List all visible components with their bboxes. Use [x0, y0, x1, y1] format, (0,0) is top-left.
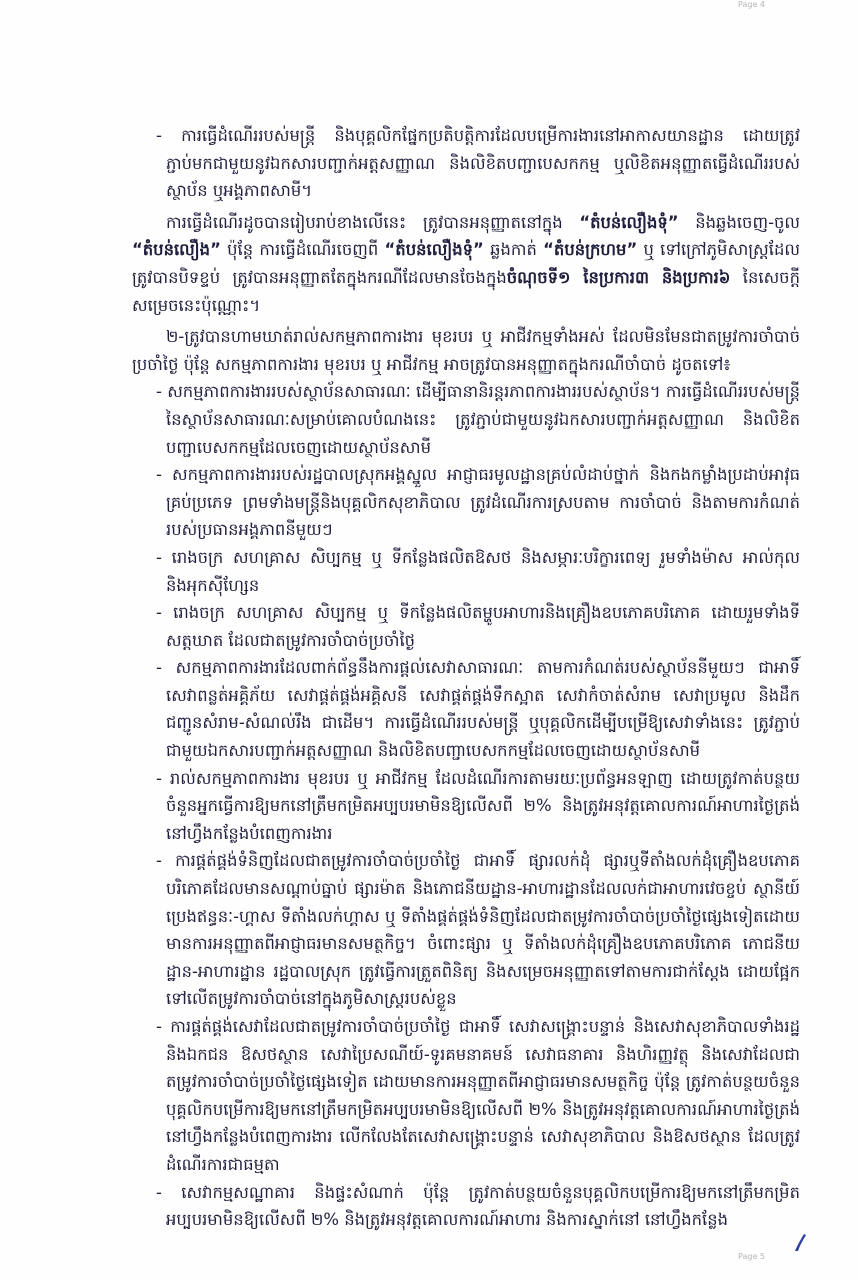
zone-red: “តំបន់ក្រហម” — [543, 240, 638, 260]
zone-yellow: “តំបន់លឿង” — [132, 240, 221, 260]
article-reference: ចំណុចទី១ នៃប្រការ៣ និងប្រការ៦ — [506, 267, 731, 287]
header-page-number: Page 4 — [738, 0, 765, 9]
list-item: - សកម្មភាពការងាររបស់រដ្ឋបាលស្រុកអង្គស្នួល អាជ្ញាធរមូលដ្ឋានគ្រប់លំដាប់ថ្នាក់ និងកងកម្លាំងប្រដាប់អាវុធគ្រប់ប្រភេទ ព្រមទាំងមន្ត្រីនិងបុគ្គលិកសុខាភិបាល ត្រូវដំណើរការស្របតាម ការចាំបាច់ និងតាមការកំណត់របស់ប្រធានអង្គភាពនីមួយៗ — [156, 465, 800, 540]
list-item: - រោងចក្រ សហគ្រាស សិប្បកម្ម ឬ ទីកន្លែងផលិតឱសថ និងសម្ភារៈបរិក្ខារពេទ្យ រួមទាំងម៉ាស អាល់កុល និងអុកស៊ីហ្សែន — [156, 547, 800, 595]
footer-page-number: Page 5 — [738, 1252, 765, 1261]
document-body — [132, 122, 800, 1234]
list-item: - រាល់សកម្មភាពការងារ មុខរបរ ឬ អាជីវកម្ម ដែលដំណើរការតាមរយៈប្រព័ន្ធអនឡាញ ដោយត្រូវកាត់បន្ថយចំនួនអ្នកធ្វើការឱ្យមកនៅត្រឹមកម្រិតអប្បបរមាមិនឱ្យលើសពី ២% និងត្រូវអនុវត្តគោលការណ៍អាហារថ្ងៃត្រង់នៅហ្វឹងកន្លែងបំពេញការងារ — [156, 768, 800, 843]
list-item: - សកម្មភាពការងាររបស់ស្ថាប័នសាធារណៈ ដើម្បីធានានិរន្តរភាពការងាររបស់ស្ថាប័ន។ ការធ្វើដំណើររបស់មន្ត្រីនៃស្ថាប័នសាធារណៈសម្រាប់គោលបំណងនេះ ត្រូវភ្ជាប់ជាមួយនូវឯកសារបញ្ជាក់អត្តសញ្ញាណ និងលិខិតបញ្ជាបេសកកម្មដែលចេញដោយស្ថាប័នសាមី — [156, 382, 800, 457]
list-item: - សកម្មភាពការងារដែលពាក់ព័ន្ធនឹងការផ្តល់សេវាសាធារណៈ តាមការកំណត់របស់ស្ថាប័ននីមួយៗ ជាអាទិ៍ សេវាពន្លត់អគ្គិភ័យ សេវាផ្គត់ផ្គង់អគ្គិសនី សេវាផ្គត់ផ្គង់ទឹកស្អាត សេវាកំចាត់សំរាម សេវាប្រមូល និងដឹកជញ្ជូនសំរាម-សំណល់រឹង ជាដើម។ ការធ្វើដំណើររបស់មន្ត្រី ឬបុគ្គលិកដើម្បីបម្រើឱ្យសេវាទាំងនេះ ត្រូវភ្ជាប់ជាមួយឯកសារបញ្ជាក់អត្តសញ្ញាណ និងលិខិតបញ្ជាបេសកកម្មដែលចេញដោយស្ថាប័នសាមី — [156, 658, 800, 761]
pen-mark-icon — [790, 1232, 810, 1254]
paragraph-travel-zones: ការធ្វើដំណើរដូចបានរៀបរាប់ខាងលើនេះ ត្រូវបានអនុញ្ញាតនៅក្នុង “តំបន់លឿងទុំ” និងឆ្លងចេញ-ចូល “តំបន់លឿង” ប៉ុន្តែ ការធ្វើដំណើរចេញពី “តំបន់លឿងទុំ” ឆ្លងកាត់ “តំបន់ក្រហម” ឬ ទៅក្រៅភូមិសាស្ត្រដែលត្រូវបានបិទខ្ទប់ ត្រូវបានអនុញ្ញាតតែក្នុងករណីដែលមានចែងក្នុងចំណុចទី១ នៃប្រការ៣ និងប្រការ៦ នៃសេចក្តីសម្រេចនេះប៉ុណ្ណោះ។ — [132, 212, 800, 315]
list-item: - សេវាកម្មសណ្ឋាគារ និងផ្ទះសំណាក់ ប៉ុន្តែ ត្រូវកាត់បន្ថយចំនួនបុគ្គលិកបម្រើការឱ្យមកនៅត្រឹមកម្រិតអប្បបរមាមិនឱ្យលើសពី ២% និងត្រូវអនុវត្តគោលការណ៍អាហារ និងការស្នាក់នៅ នៅហ្វឹងកន្លែង — [156, 1182, 800, 1230]
list-item: - រោងចក្រ សហគ្រាស សិប្បកម្ម ឬ ទីកន្លែងផលិតម្ហូបអាហារនិងគ្រឿងឧបភោគបរិភោគ ដោយរួមទាំងទីសត្តឃាត ដែលជាតម្រូវការចាំបាច់ប្រចាំថ្ងៃ — [156, 603, 800, 650]
list-item: - ការផ្គត់ផ្គង់ទំនិញដែលជាតម្រូវការចាំបាច់ប្រចាំថ្ងៃ ជាអាទិ៍ ផ្សារលក់ដុំ ផ្សារឬទីតាំងលក់ដុំគ្រឿងឧបភោគបរិភោគដែលមានសណ្តាប់ធ្នាប់ ផ្សារម៉ាត និងភោជនីយដ្ឋាន-អាហារដ្ឋានដែលលក់ជាអាហារវេចខ្ចប់ ស្ថានីយ៍ប្រេងឥន្ធនៈ-ហ្គាស ទីតាំងលក់ហ្គាស ឬ ទីតាំងផ្គត់ផ្គង់ទំនិញដែលជាតម្រូវការចាំបាច់ប្រចាំថ្ងៃផ្សេងទៀតដោយមានការអនុញ្ញាតពីអាជ្ញាធរមានសមត្ថកិច្ច។ ចំពោះផ្សារ ឬ ទីតាំងលក់ដុំគ្រឿងឧបភោគបរិភោគ ភោជនីយដ្ឋាន-អាហារដ្ឋាន រដ្ឋបាលស្រុក ត្រូវធ្វើការត្រួតពិនិត្យ និងសម្រេចអនុញ្ញាតទៅតាមការជាក់ស្តែង ដោយផ្អែកទៅលើតម្រូវការចាំបាច់នៅក្នុងភូមិសាស្ត្ររបស់ខ្លួន — [156, 851, 800, 1009]
zone-yellow-ripe-2: “តំបន់លឿងទុំ” — [384, 240, 484, 260]
list-item: - ការផ្គត់ផ្គង់សេវាដែលជាតម្រូវការចាំបាច់ប្រចាំថ្ងៃ ជាអាទិ៍ សេវាសង្គ្រោះបន្ទាន់ និងសេវាសុខាភិបាលទាំងរដ្ឋ និងឯកជន ឱសថស្ថាន សេវាប្រៃសណីយ៍-ទូរគមនាគមន៍ សេវាធនាគារ និងហិរញ្ញវត្ថុ និងសេវាដែលជាតម្រូវការចាំបាច់ប្រចាំថ្ងៃផ្សេងទៀត ដោយមានការអនុញ្ញាតពីអាជ្ញាធរមានសមត្ថកិច្ច ប៉ុន្តែ ត្រូវកាត់បន្ថយចំនួនបុគ្គលិកបម្រើការឱ្យមកនៅត្រឹមកម្រិតអប្បបរមាមិនឱ្យលើសពី ២% និងត្រូវអនុវត្តគោលការណ៍អាហារថ្ងៃត្រង់នៅហ្វឹងកន្លែងបំពេញការងារ លើកលែងតែសេវាសង្គ្រោះបន្ទាន់ សេវាសុខាភិបាល និងឱសថស្ថាន ដែលត្រូវដំណើរការជាធម្មតា — [156, 1017, 800, 1174]
zone-yellow-ripe: “តំបន់លឿងទុំ” — [579, 212, 679, 232]
paragraph-prohibition: ២-ត្រូវបានហាមឃាត់រាល់សកម្មភាពការងារ មុខរបរ ឬ អាជីវកម្មទាំងអស់ ដែលមិនមែនជាតម្រូវការចាំបាច់ប្រចាំថ្ងៃ ប៉ុន្តែ សកម្មភាពការងារ មុខរបរ ឬ អាជីវកម្ម អាចត្រូវបានអនុញ្ញាតក្នុងករណីចាំបាច់ ដូចតទៅ៖ — [132, 327, 800, 374]
bullet-airport-staff: - ការធ្វើដំណើររបស់មន្ត្រី និងបុគ្គលិកផ្នែកប្រតិបត្តិការដែលបម្រើការងារនៅអាកាសយានដ្ឋាន ដោយត្រូវភ្ជាប់មកជាមួយនូវឯកសារបញ្ជាក់អត្តសញ្ញាណ និងលិខិតបញ្ជាបេសកកម្ម ឬលិខិតអនុញ្ញាតធ្វើដំណើររបស់ស្ថាប័ន ឬអង្គភាពសាមី។ — [156, 126, 800, 201]
